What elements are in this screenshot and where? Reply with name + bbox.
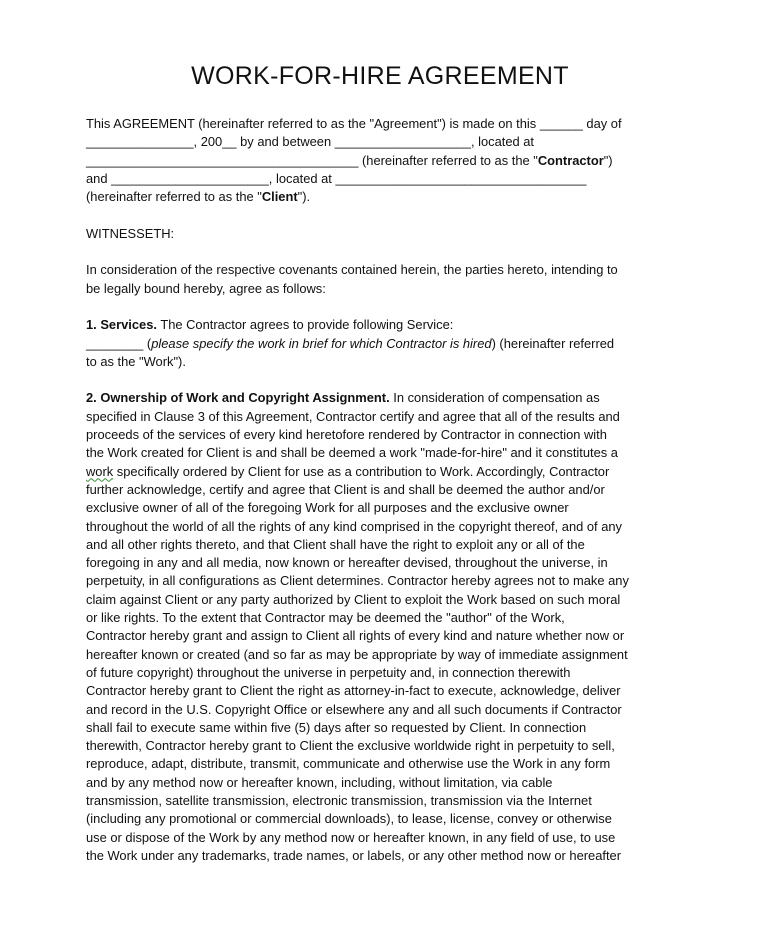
contractor-term: Contractor	[537, 152, 604, 168]
client-term: Client	[261, 189, 298, 205]
spellcheck-word: work	[86, 463, 114, 479]
ownership-clause: 2. Ownership of Work and Copyright Assignment. In consideration of compensation as specified in Clause 3 of this Agreement, Contractor certify and agree that all of the results and proceeds of the services of every kind heretofore rendered by Contractor in connection with the Work created for Client is and shall be deemed a work "made-for-hire" and it constitutes a work specifically ordered by Client for use as a contribution to Work. Accordingly, Contractor further acknowledge, certify and agree that Client is and shall be deemed the author and/or exclusive owner of all of the foregoing Work for all purposes and the exclusive owner throughout the world of all the rights of any kind comprised in the copyright thereof, and of any and all other rights thereto, and that Client shall have the right to exploit any or all of the foregoing in any and all media, now known or hereafter devised, throughout the universe, in perpetuity, in all configurations as Client determines. Contractor hereby agrees not to make any claim against Client or any party authorized by Client to exploit the Work based on such moral or like rights. To the extent that Contractor may be deemed the "author" of the Work, Contractor hereby grant and assign to Client all rights of every kind and nature whether now or hereafter known or created (and so far as may be appropriate by way of immediate assignment of future copyright) throughout the universe in perpetuity and, in connection therewith Contractor hereby grant to Client the right as attorney-in-fact to execute, acknowledge, deliver and record in the U.S. Copyright Office or elsewhere any and all such documents if Contractor shall fail to execute same within five (5) days after so requested by Client. In connection therewith, Contractor hereby grant to Client the exclusive worldwide right in perpetuity to sell, reproduce, adapt, distribute, transmit, communicate and otherwise use the Work in any form and by any method now or hereafter known, including, without limitation, via cable transmission, satellite transmission, electronic transmission, transmission via the Internet (including any promotional or commercial downloads), to lease, license, convey or otherwise use or dispose of the Work by any method now or hereafter known, in any field of use, to use the Work under any trademarks, trade names, or labels, or any other method now or hereafter	[86, 390, 629, 863]
document-title: WORK-FOR-HIRE AGREEMENT	[191, 62, 569, 90]
services-clause: 1. Services. The Contractor agrees to provide following Service: ________ (please specify the work in brief for which Contractor is hired) (hereinafter referred to as the "Work").	[86, 317, 615, 369]
intro-line: _______________, 200__ by and between ___________________, located at	[86, 134, 535, 150]
consideration-paragraph: In consideration of the respective covenants contained herein, the parties hereto, intending to be legally bound hereby, agree as follows:	[86, 262, 618, 296]
intro-line: and ______________________, located at ___________________________________	[86, 170, 587, 186]
intro-paragraph	[86, 115, 686, 206]
intro-line: (hereinafter referred to as the "Client").	[86, 189, 311, 205]
services-instruction: please specify the work in brief for which Contractor is hired	[151, 335, 492, 351]
intro-line: This AGREEMENT (hereinafter referred to as the "Agreement") is made on this ______ day of	[86, 116, 622, 131]
services-heading: 1. Services.	[86, 317, 157, 333]
ownership-heading: 2. Ownership of Work and Copyright Assignment.	[86, 390, 390, 406]
witnesseth-heading: WITNESSETH:	[86, 225, 175, 241]
document-body	[86, 115, 686, 865]
intro-line: ______________________________________ (hereinafter referred to as the "Contractor")	[86, 152, 613, 168]
